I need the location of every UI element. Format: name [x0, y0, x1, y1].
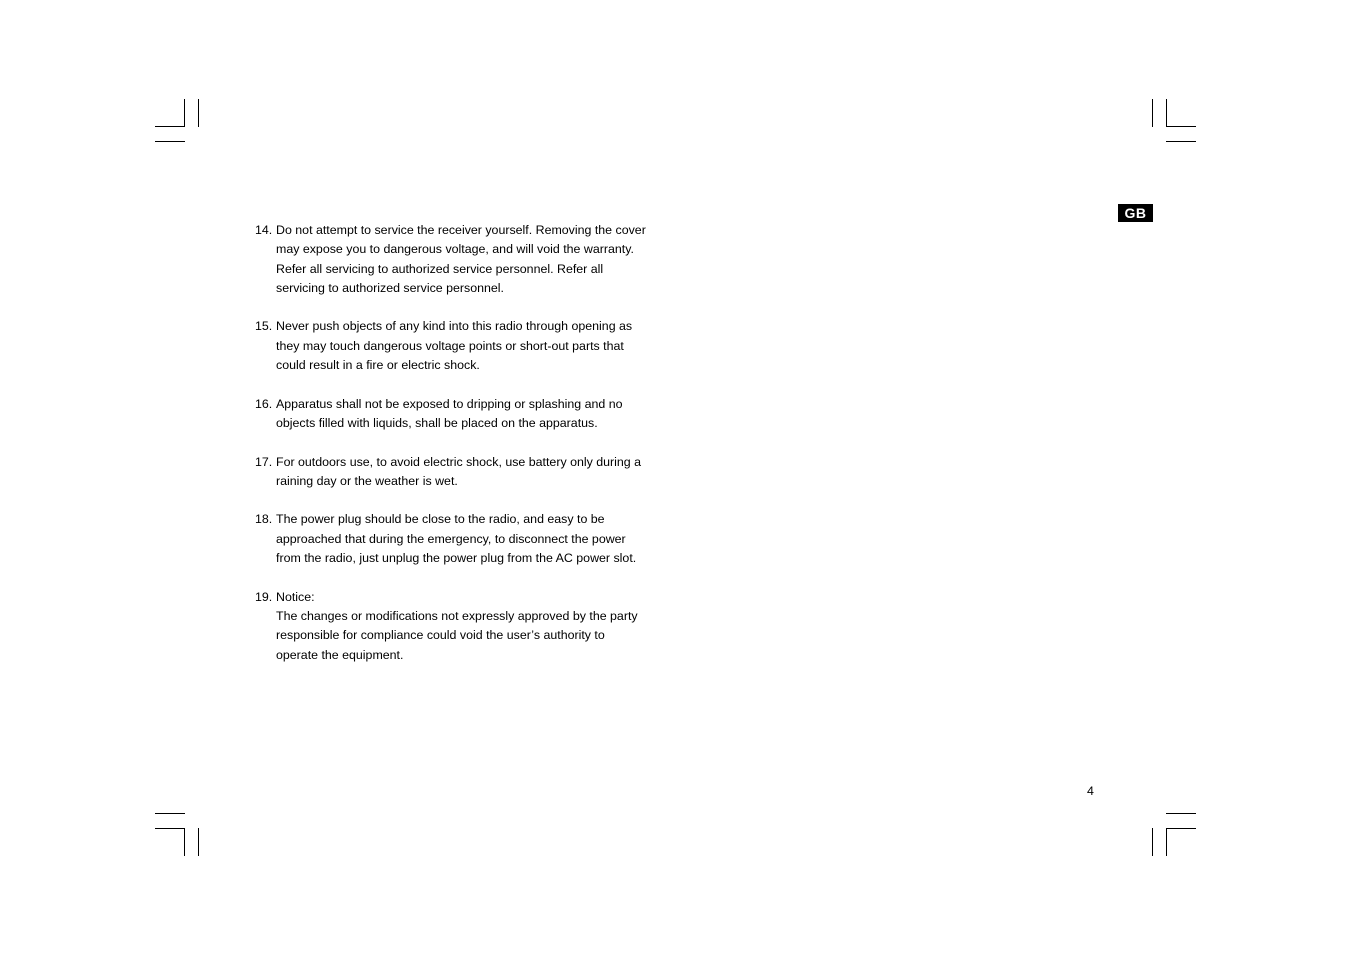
- crop-mark-top-left-v2: [198, 99, 199, 127]
- crop-mark-bottom-right-h2: [1166, 828, 1196, 829]
- crop-mark-top-right-v1: [1152, 99, 1153, 127]
- list-item: [255, 588, 675, 665]
- list-item: [255, 395, 675, 434]
- crop-mark-bottom-left-v1: [184, 828, 185, 856]
- item-text-line: raining day or the weather is wet.: [276, 473, 458, 488]
- safety-instructions-list: [255, 221, 675, 684]
- item-text-line: Notice:: [276, 589, 315, 604]
- item-number: 14.: [255, 223, 273, 237]
- item-number: 18.: [255, 512, 273, 527]
- item-text-line: may expose you to dangerous voltage, and will void the warranty.: [276, 242, 634, 257]
- item-text-line: Do not attempt to service the receiver yourself. Removing the cover: [276, 223, 646, 237]
- item-text-line: Apparatus shall not be exposed to dripping or splashing and no: [276, 396, 623, 411]
- item-text-line: servicing to authorized service personnel.: [276, 280, 504, 295]
- item-text-line: objects filled with liquids, shall be placed on the apparatus.: [276, 415, 598, 430]
- item-text-line: approached that during the emergency, to disconnect the power: [276, 531, 626, 546]
- crop-mark-top-left-v1: [184, 99, 185, 127]
- item-text-line: Never push objects of any kind into this radio through opening as: [276, 319, 633, 334]
- item-number: 19.: [255, 589, 273, 604]
- item-text-line: could result in a fire or electric shock.: [276, 358, 480, 373]
- crop-mark-bottom-left-h2: [155, 828, 185, 829]
- item-text-line: The power plug should be close to the radio, and easy to be: [276, 512, 605, 527]
- item-number: 15.: [255, 319, 273, 334]
- crop-mark-top-left-h1: [155, 126, 185, 127]
- list-item: [255, 221, 675, 298]
- language-badge: GB: [1118, 204, 1153, 222]
- item-text-line: Refer all servicing to authorized service personnel. Refer all: [276, 261, 604, 276]
- item-text-line: operate the equipment.: [276, 647, 404, 662]
- item-text-line: For outdoors use, to avoid electric shock, use battery only during a: [276, 454, 642, 469]
- item-text-line: from the radio, just unplug the power plug from the AC power slot.: [276, 551, 637, 566]
- crop-mark-bottom-left-h1: [155, 813, 185, 814]
- item-number: 17.: [255, 454, 273, 469]
- item-text-line: responsible for compliance could void the user’s authority to: [276, 628, 605, 643]
- crop-mark-top-right-v2: [1166, 99, 1167, 127]
- crop-mark-top-right-h2: [1166, 141, 1196, 142]
- list-item: [255, 510, 675, 568]
- crop-mark-top-right-h1: [1166, 126, 1196, 127]
- page-number: 4: [1087, 784, 1094, 798]
- crop-mark-top-left-h2: [155, 141, 185, 142]
- crop-mark-bottom-right-v2: [1166, 828, 1167, 856]
- item-text-line: they may touch dangerous voltage points or short-out parts that: [276, 338, 624, 353]
- crop-mark-bottom-right-h1: [1166, 813, 1196, 814]
- list-item: [255, 317, 675, 375]
- list-item: [255, 453, 675, 492]
- crop-mark-bottom-left-v2: [198, 828, 199, 856]
- item-text-line: The changes or modifications not expressly approved by the party: [276, 608, 638, 623]
- item-number: 16.: [255, 396, 273, 411]
- crop-mark-bottom-right-v1: [1152, 828, 1153, 856]
